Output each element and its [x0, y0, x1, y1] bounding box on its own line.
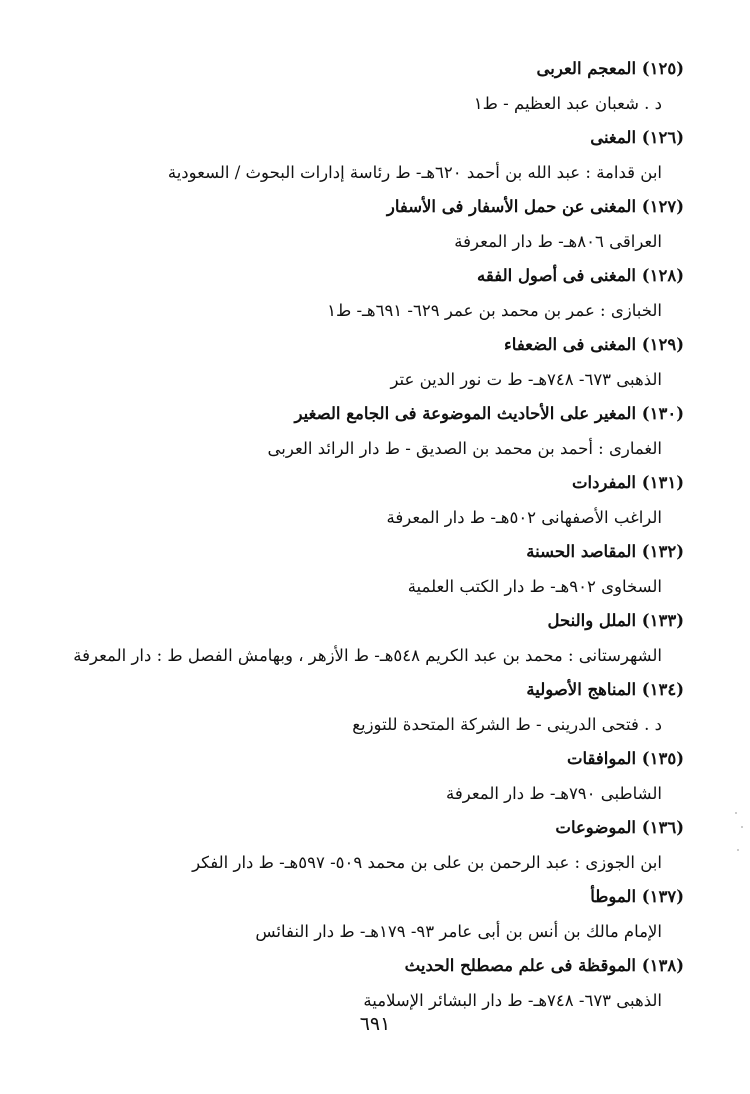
entry-number: (١٣٨) — [641, 956, 684, 975]
entry-detail: الشاطبى ٧٩٠هـ- ط دار المعرفة — [445, 783, 662, 803]
entry-title-line — [44, 52, 684, 87]
entry-detail: د . فتحى الدرينى - ط الشركة المتحدة للتوزيع — [352, 714, 662, 734]
bibliography-entry — [44, 121, 684, 190]
entry-detail: د . شعبان عبد العظيم - ط١ — [473, 93, 662, 113]
page-number: ٦٩١ — [359, 1013, 391, 1035]
entry-detail: الشهرستانى : محمد بن عبد الكريم ٥٤٨هـ- ط الأزهر ، وبهامش الفصل ط : دار المعرفة — [73, 645, 662, 665]
entry-title-line — [44, 121, 684, 156]
entry-detail: ابن الجوزى : عبد الرحمن بن على بن محمد ٥٠٩- ٥٩٧هـ- ط دار الفكر — [192, 852, 662, 872]
entry-number: (١٢٨) — [641, 266, 684, 285]
entry-number: (١٣٢) — [641, 542, 684, 561]
entry-title: المقاصد الحسنة — [526, 542, 637, 561]
entry-title: المغير على الأحاديث الموضوعة فى الجامع الصغير — [294, 404, 637, 423]
entry-detail: الغمارى : أحمد بن محمد بن الصديق - ط دار الرائد العربى — [267, 438, 662, 458]
bibliography-list — [44, 52, 684, 1018]
entry-title-line — [44, 535, 684, 570]
entry-title: المغنى فى الضعفاء — [504, 335, 637, 354]
bibliography-entry — [44, 604, 684, 673]
entry-number: (١٣١) — [641, 473, 684, 492]
entry-title: المغنى فى أصول الفقه — [477, 266, 637, 285]
bibliography-entry — [44, 190, 684, 259]
bibliography-entry — [44, 673, 684, 742]
entry-number: (١٢٧) — [641, 197, 684, 216]
entry-title: المفردات — [571, 473, 637, 492]
entry-number: (١٢٩) — [641, 335, 684, 354]
entry-number: (١٢٥) — [641, 59, 684, 78]
entry-detail: الذهبى ٦٧٣- ٧٤٨هـ- ط دار البشائر الإسلامية — [363, 990, 662, 1010]
entry-detail: العراقى ٨٠٦هـ- ط دار المعرفة — [454, 231, 662, 251]
entry-number: (١٣٦) — [641, 818, 684, 837]
entry-number: (١٣٣) — [641, 611, 684, 630]
entry-number: (١٣٤) — [641, 680, 684, 699]
entry-number: (١٣٠) — [641, 404, 684, 423]
entry-title-line — [44, 811, 684, 846]
scan-speck — [735, 812, 737, 814]
bibliography-entry — [44, 535, 684, 604]
entry-title-line — [44, 190, 684, 225]
entry-detail: الراغب الأصفهانى ٥٠٢هـ- ط دار المعرفة — [386, 507, 662, 527]
bibliography-entry — [44, 949, 684, 1018]
bibliography-entry — [44, 811, 684, 880]
entry-title-line — [44, 742, 684, 777]
entry-number: (١٢٦) — [641, 128, 684, 147]
entry-title-line — [44, 673, 684, 708]
bibliography-entry — [44, 466, 684, 535]
entry-title: الموضوعات — [555, 818, 637, 837]
scan-speck — [741, 826, 743, 828]
entry-title: الموطأ — [590, 887, 637, 906]
entry-title: الموقظة فى علم مصطلح الحديث — [404, 956, 637, 975]
entry-title: المناهج الأصولية — [526, 680, 637, 699]
entry-detail: ابن قدامة : عبد الله بن أحمد ٦٢٠هـ- ط رئاسة إدارات البحوث / السعودية — [167, 162, 662, 182]
entry-title-line — [44, 397, 684, 432]
bibliography-entry — [44, 880, 684, 949]
bibliography-entry — [44, 52, 684, 121]
entry-detail: السخاوى ٩٠٢هـ- ط دار الكتب العلمية — [407, 576, 662, 596]
entry-title-line — [44, 259, 684, 294]
entry-title-line — [44, 949, 684, 984]
entry-title: المعجم العربى — [536, 59, 637, 78]
entry-title: الموافقات — [566, 749, 637, 768]
entry-title-line — [44, 880, 684, 915]
entry-title-line — [44, 328, 684, 363]
entry-title-line — [44, 604, 684, 639]
bibliography-entry — [44, 328, 684, 397]
entry-title: المغنى عن حمل الأسفار فى الأسفار — [386, 197, 637, 216]
bibliography-entry — [44, 397, 684, 466]
entry-number: (١٣٧) — [641, 887, 684, 906]
entry-title: الملل والنحل — [547, 611, 637, 630]
entry-number: (١٣٥) — [641, 749, 684, 768]
scan-speck — [737, 849, 739, 851]
entry-detail: الذهبى ٦٧٣- ٧٤٨هـ- ط ت نور الدين عتر — [390, 369, 662, 389]
entry-title-line — [44, 466, 684, 501]
entry-title: المغنى — [590, 128, 637, 147]
entry-detail: الإمام مالك بن أنس بن أبى عامر ٩٣- ١٧٩هـ- ط دار النفائس — [255, 921, 662, 941]
bibliography-entry — [44, 259, 684, 328]
entry-detail: الخبازى : عمر بن محمد بن عمر ٦٢٩- ٦٩١هـ- ط١ — [327, 300, 662, 320]
bibliography-entry — [44, 742, 684, 811]
